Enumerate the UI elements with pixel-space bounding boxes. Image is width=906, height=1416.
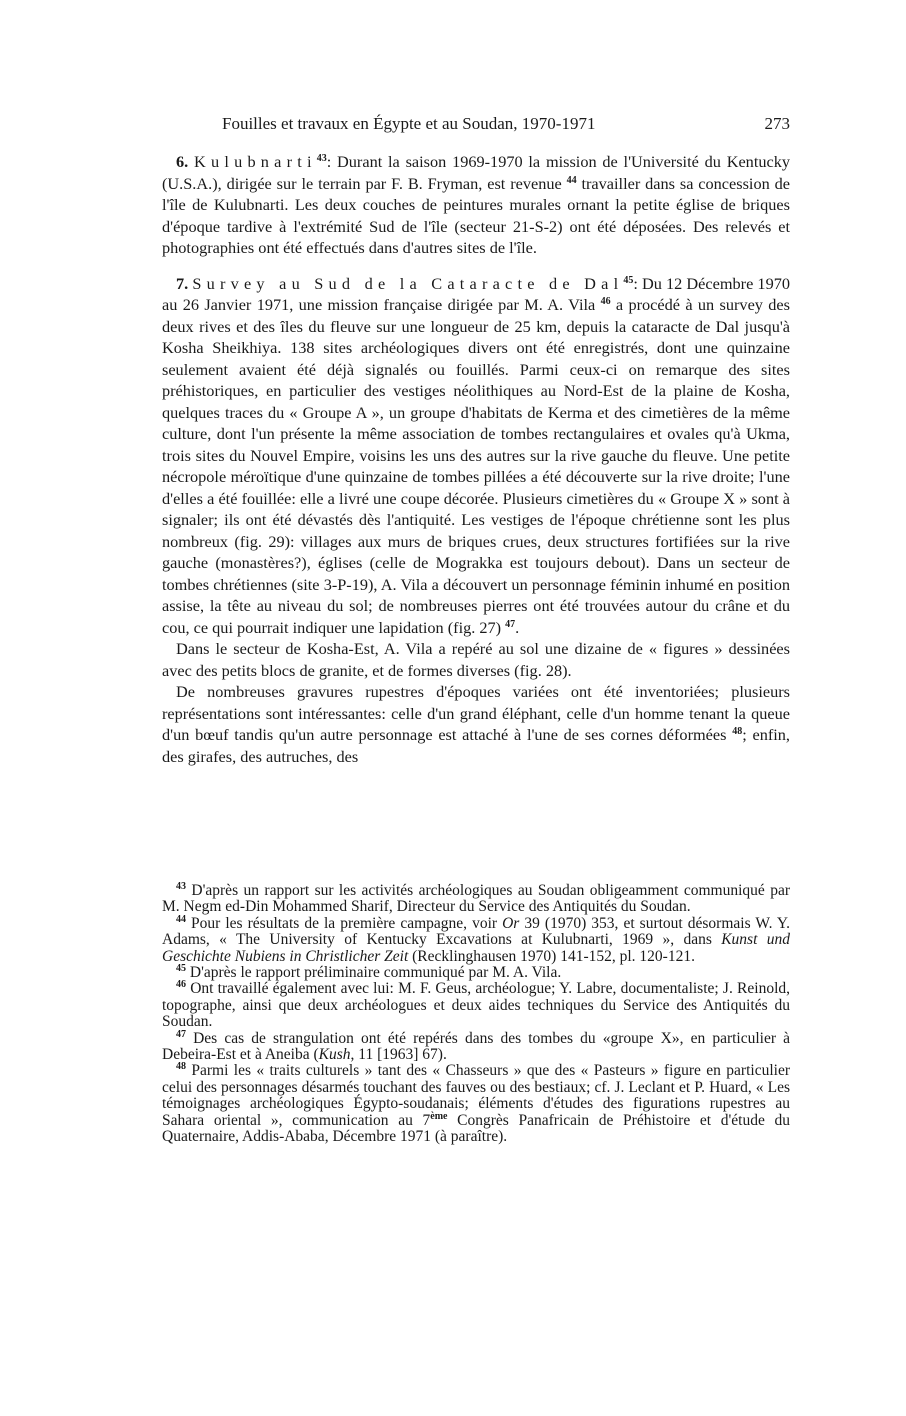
footnote-text: D'après le rapport préliminaire communiqué par M. A. Vila. — [186, 964, 562, 982]
footnote-ref: 44 — [566, 174, 577, 186]
running-title: Fouilles et travaux en Égypte et au Soudan, 1970-1971 — [222, 114, 596, 133]
footnote-46 — [162, 981, 790, 1030]
footnote-mark: 44 — [176, 913, 186, 925]
ordinal-suffix: ème — [430, 1110, 448, 1122]
footnote-text: , 11 [1963] 67). — [350, 1046, 447, 1064]
page-number: 273 — [764, 114, 790, 133]
section-number: 7. — [176, 273, 189, 293]
footnote-mark: 47 — [176, 1028, 186, 1040]
paragraph-text: ; enfin, des girafes, des autruches, des — [162, 725, 790, 766]
gravures-paragraph — [162, 681, 790, 767]
paragraph-text: travailler dans sa concession de l'île de Kulubnarti. Les deux couches de peintures murales ornant la petite église de briques d'époque tardive à l'extrémité Sud de l'île (secteur 21-S-2) ont été déposées. Des relevés et photographies ont été effectués dans d'autres sites de l'île. — [162, 173, 790, 257]
section-name: Survey au Sud de la Cataracte de Dal — [192, 273, 624, 293]
footnote-mark: 46 — [176, 979, 186, 991]
running-header — [162, 114, 790, 136]
footnote-text: Ont travaillé également avec lui: M. F. Geus, archéologue; Y. Labre, documentaliste; J. Reinold, topographe, ainsi que deux archéologues et deux aides techniques du Service des Antiquités du Soudan. — [162, 980, 790, 1031]
footnote-text: (Recklinghausen 1970) 141-152, pl. 120-121. — [408, 947, 695, 965]
footnotes — [162, 883, 790, 1146]
section-number: 6. — [176, 152, 189, 171]
footnote-text: D'après un rapport sur les activités archéologiques au Soudan obligeamment communiqué par M. Negm ed-Din Mohammed Sharif, Directeur du Service des Antiquités du Soudan. — [162, 882, 790, 916]
footnote-48 — [162, 1063, 790, 1145]
paragraph-text: a procédé à un survey des deux rives et des îles du fleuve sur une longueur de 25 km, depuis la cataracte de Dal jusqu'à Kosha Sheikhiya. 138 sites archéologiques divers ont été enregistrés, dont une quinzaine seulement avaient été déjà signalés ou fouillés. Parmi ceux-ci on remarque des sites préhistoriques, en particulier des vestiges néolithiques au Nord-Est de la plaine de Kosha, quelques traces du « Groupe A », un groupe d'habitats de Kerma et des cimetières de la même culture, dont l'un présente la même association de tombes rectangulaires et ovales qu'à Ukma, trois sites du Nouvel Empire, voisins les uns des autres sur la rive gauche du fleuve. Une petite nécropole méroïtique d'une quinzaine de tombes pillées a été découverte sur la rive droite; l'une d'elles a été fouillée: elle a livré une coupe décorée. Plusieurs cimetières du « Groupe X » sont à signaler; ils ont été dévastés dès l'antiquité. Les vestiges de l'époque chrétienne sont les plus nombreux (fig. 29): villages aux murs de briques crues, deux structures fortifiées sur la rive gauche (monastères?), églises (celle de Mograkka est toujours debout). Dans un secteur de tombes chrétiennes (site 3-P-19), A. Vila a découvert un personnage féminin inhumé en position assise, la tête au niveau du sol; de nombreuses pierres ont été trouvées autour du crâne et du cou, ce qui pourrait indiquer une lapidation (fig. 27) — [162, 295, 790, 637]
footnote-mark: 48 — [176, 1061, 186, 1073]
footnote-43 — [162, 883, 790, 916]
footnote-text: 39 (1970) 353, et surtout désormais W. Y. Adams, « The University of Kentucky Excavations at Kulubnarti, 1969 », dans — [162, 914, 790, 949]
footnote-text: Pour les résultats de la première campagne, voir — [186, 914, 503, 932]
footnote-ref: 46 — [600, 296, 611, 307]
footnote-ref: 45 — [623, 274, 634, 286]
journal-title: Kush — [318, 1046, 351, 1064]
footnote-ref: 47 — [505, 618, 516, 630]
journal-title: Or — [502, 914, 520, 932]
section-6-paragraph — [162, 151, 790, 259]
footnote-mark: 45 — [176, 963, 186, 975]
book-title: Kunst und Geschichte Nubiens in Christlicher Zeit — [162, 931, 790, 965]
section-7-paragraph — [162, 273, 790, 639]
paragraph-text: . — [515, 617, 520, 637]
footnote-45 — [162, 965, 790, 981]
footnote-44 — [162, 913, 790, 965]
main-text — [162, 151, 790, 767]
paragraph-text: : Du 12 Décembre 1970 au 26 Janvier 1971, une mission française dirigée par M. A. Vila — [162, 273, 790, 314]
footnote-ref: 48 — [732, 726, 743, 737]
paragraph-text: De nombreuses gravures rupestres d'époques variées ont été inventoriées; plusieurs représentations sont intéressantes: celle d'un grand éléphant, celle d'un homme tenant la queue d'un bœuf tandis qu'un autre personnage est attaché à l'une de ses cornes déformées — [162, 682, 790, 744]
footnote-mark: 43 — [176, 881, 186, 892]
paragraph-text: : Durant la saison 1969-1970 la mission de l'Université du Kentucky (U.S.A.), dirigée sur le terrain par F. B. Fryman, est revenue — [162, 152, 790, 193]
section-name: Kulubnarti — [194, 152, 317, 171]
footnote-ref: 43 — [316, 153, 327, 164]
kosha-paragraph: Dans le secteur de Kosha-Est, A. Vila a repéré au sol une dizaine de « figures » dessinées avec des petits blocs de granite, et de formes diverses (fig. 28). — [162, 639, 790, 680]
footnote-text: Parmi les « traits culturels » tant des « Chasseurs » que des « Pasteurs » figure en particulier celui des personnages désarmés touchant des fauves ou des bestiaux; cf. J. Leclant et P. Huard, « Les témoignages archéologiques Égypto-soudanais; éléments d'études des figurations rupestres au Sahara oriental », communication au 7 — [162, 1062, 790, 1129]
footnote-text: Congrès Panafricain de Préhistoire et d'étude du Quaternaire, Addis-Ababa, Décembre 1971 (à paraître). — [162, 1111, 790, 1146]
footnote-text: Des cas de strangulation ont été repérés dans des tombes du «groupe X», en particulier à Debeira-Est et à Aneiba ( — [162, 1029, 790, 1064]
footnote-47 — [162, 1028, 790, 1064]
